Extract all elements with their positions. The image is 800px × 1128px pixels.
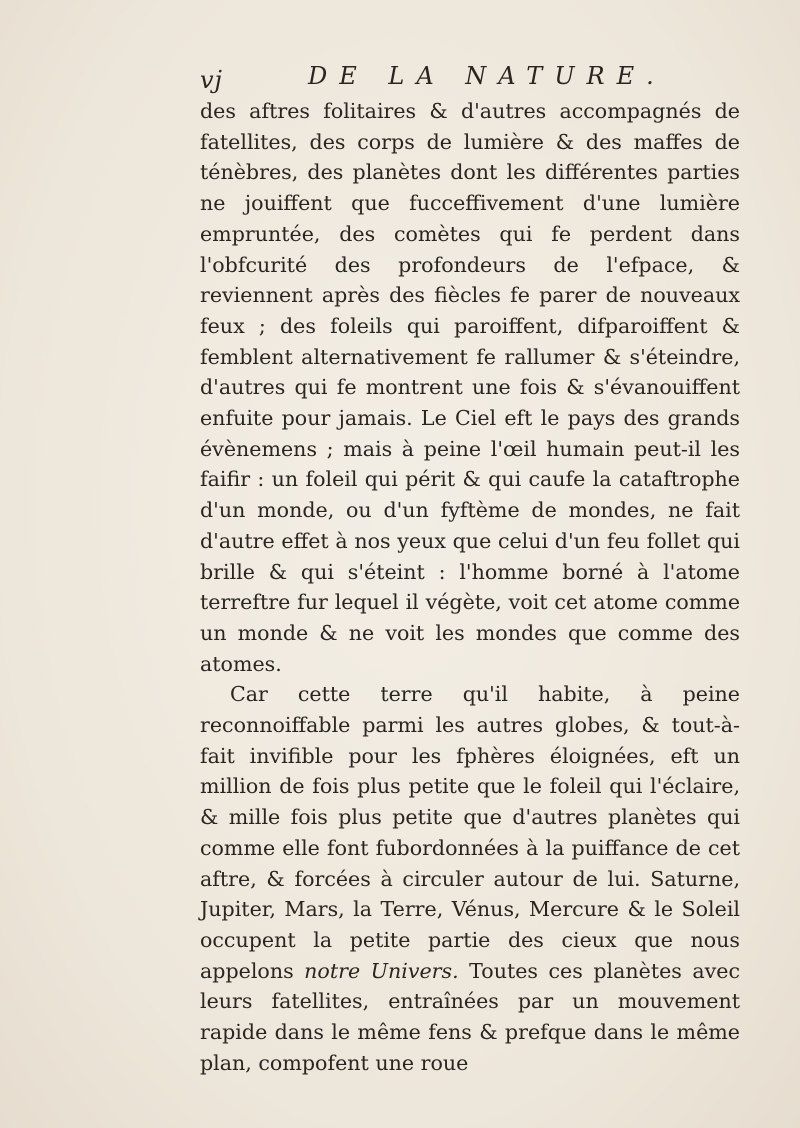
- paragraph-2-rest: Toutes ces planètes avec leurs fatellites, entraînées par un mouvement rapide dans le même fens & prefque dans le même plan, compofent une roue: [200, 958, 740, 1075]
- running-title: DE LA NATURE.: [308, 62, 666, 90]
- paragraph-2: [200, 679, 740, 1078]
- page-number: vj: [200, 66, 223, 94]
- paragraph-1: des aftres folitaires & d'autres accompagnés de fatellites, des corps de lumière & des maffes de ténèbres, des planètes dont les différentes parties ne jouiffent que fucceffivement d'une lumière empruntée, des comètes qui fe perdent dans l'obfcurité des profondeurs de l'efpace, & reviennent après des fiècles fe parer de nouveaux feux ; des foleils qui paroiffent, difparoiffent & femblent alternativement fe rallumer & s'éteindre, d'autres qui fe montrent une fois & s'évanouiffent enfuite pour jamais. Le Ciel eft le pays des grands évènemens ; mais à peine l'œil humain peut-il les faifir : un foleil qui périt & qui caufe la cataftrophe d'un monde, ou d'un fyftème de mondes, ne fait d'autre effet à nos yeux que celui d'un feu follet qui brille & qui s'éteint : l'homme borné à l'atome terreftre fur lequel il végète, voit cet atome comme un monde & ne voit les mondes que comme des atomes.: [200, 99, 740, 676]
- body-text: [200, 96, 740, 1079]
- paragraph-2-italic-term: notre Univers.: [304, 958, 459, 983]
- paragraph-2-lead: Car cette terre qu'il habite, à peine reconnoiffable parmi les autres globes, & tout-à-fait invifible pour les fphères éloignées, eft un million de fois plus petite que le foleil qui l'éclaire, & mille fois plus petite que d'autres planètes qui comme elle font fubordonnées à la puiffance de cet aftre, & forcées à circuler autour de lui. Saturne, Jupiter, Mars, la Terre, Vénus, Mercure & le Soleil occupent la petite partie des cieux que nous appelons: [200, 682, 740, 983]
